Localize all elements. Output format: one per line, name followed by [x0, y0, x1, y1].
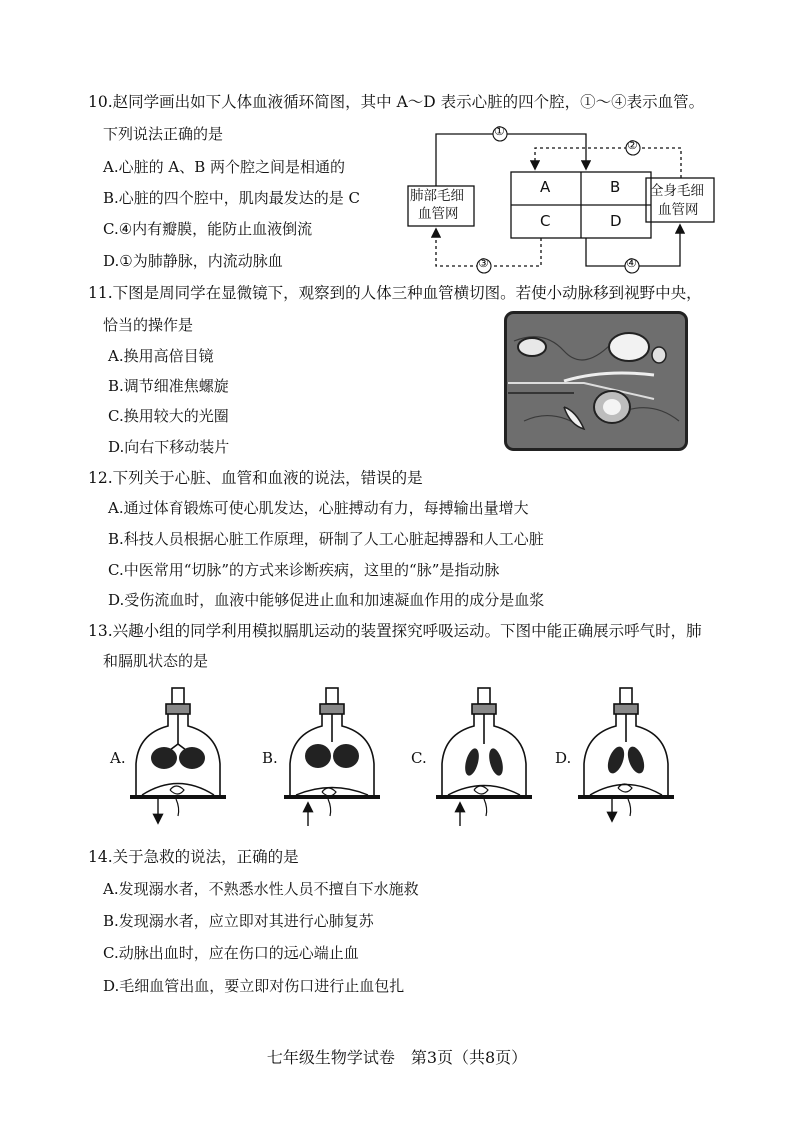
q13-option-d-label[interactable]: D. — [555, 749, 572, 767]
q10-stem-line1: 10.赵同学画出如下人体血液循环简图，其中 A～D 表示心脏的四个腔，①～④表示血管。 — [88, 93, 705, 111]
lung-box-label-1: 肺部毛细 — [410, 188, 464, 204]
q14-option-d[interactable]: D.毛细血管出血，要立即对伤口进行止血包扎 — [103, 977, 405, 995]
q10-option-d[interactable]: D.①为肺静脉，内流动脉血 — [103, 252, 283, 270]
q12-stem: 12.下列关于心脏、血管和血液的说法，错误的是 — [88, 469, 423, 487]
body-box-label-2: 血管网 — [658, 202, 699, 218]
bell-jar-b[interactable] — [282, 686, 382, 831]
chamber-c-label: C — [540, 212, 551, 230]
body-box-label-1: 全身毛细 — [650, 183, 704, 199]
q14-option-c[interactable]: C.动脉出血时，应在伤口的远心端止血 — [103, 944, 359, 962]
q11-stem-line1: 11.下图是周同学在显微镜下，观察到的人体三种血管横切图。若使小动脉移到视野中央， — [88, 284, 702, 302]
q12-option-d[interactable]: D.受伤流血时，血液中能够促进止血和加速凝血作用的成分是血浆 — [108, 591, 545, 609]
q11-option-d[interactable]: D.向右下移动装片 — [108, 438, 230, 456]
q11-option-a[interactable]: A.换用高倍目镜 — [108, 347, 214, 365]
chamber-d-label: D — [610, 212, 622, 230]
q10-stem-line2: 下列说法正确的是 — [103, 125, 224, 143]
page-footer: 七年级生物学试卷 第3页（共8页） — [266, 1048, 528, 1067]
microscope-image — [504, 311, 688, 451]
q14-stem: 14.关于急救的说法，正确的是 — [88, 848, 299, 866]
q11-option-b[interactable]: B.调节细准焦螺旋 — [108, 377, 229, 395]
chamber-a-label: A — [540, 178, 551, 196]
q13-stem-line2: 和膈肌状态的是 — [103, 652, 209, 670]
q10-option-b[interactable]: B.心脏的四个腔中，肌肉最发达的是 C — [103, 189, 361, 207]
microscope-svg — [504, 311, 688, 451]
q11-stem-line2: 恰当的操作是 — [103, 316, 194, 334]
bell-jar-d[interactable] — [576, 686, 676, 831]
q14-option-a[interactable]: A.发现溺水者，不熟悉水性人员不擅自下水施救 — [103, 880, 419, 898]
q13-option-c-label[interactable]: C. — [411, 749, 427, 767]
q11-option-c[interactable]: C.换用较大的光圈 — [108, 407, 229, 425]
bell-jar-a[interactable] — [128, 686, 228, 831]
q10-option-a[interactable]: A.心脏的 A、B 两个腔之间是相通的 — [103, 158, 345, 176]
q13-stem-line1: 13.兴趣小组的同学利用模拟膈肌运动的装置探究呼吸运动。下图中能正确展示呼气时，肺 — [88, 622, 702, 640]
chamber-b-label: B — [610, 178, 621, 196]
q12-option-b[interactable]: B.科技人员根据心脏工作原理，研制了人工心脏起搏器和人工心脏 — [108, 530, 544, 548]
q14-option-b[interactable]: B.发现溺水者，应立即对其进行心肺复苏 — [103, 912, 374, 930]
q12-option-a[interactable]: A.通过体育锻炼可使心肌发达，心脏搏动有力，每搏输出量增大 — [108, 499, 529, 517]
q12-option-c[interactable]: C.中医常用“切脉”的方式来诊断疾病，这里的“脉”是指动脉 — [108, 561, 500, 579]
q10-option-c[interactable]: C.④内有瓣膜，能防止血液倒流 — [103, 220, 313, 238]
vessel-2-label: ② — [627, 138, 638, 152]
q13-option-b-label[interactable]: B. — [262, 749, 278, 767]
circulation-diagram — [400, 120, 720, 280]
bell-jar-c[interactable] — [434, 686, 534, 831]
vessel-2-line — [535, 148, 681, 178]
vessel-1-label: ① — [494, 124, 505, 138]
q13-option-a-label[interactable]: A. — [110, 749, 126, 767]
vessel-3-label: ③ — [478, 256, 489, 270]
lung-box-label-2: 血管网 — [418, 206, 459, 222]
vessel-4-label: ④ — [626, 256, 637, 270]
